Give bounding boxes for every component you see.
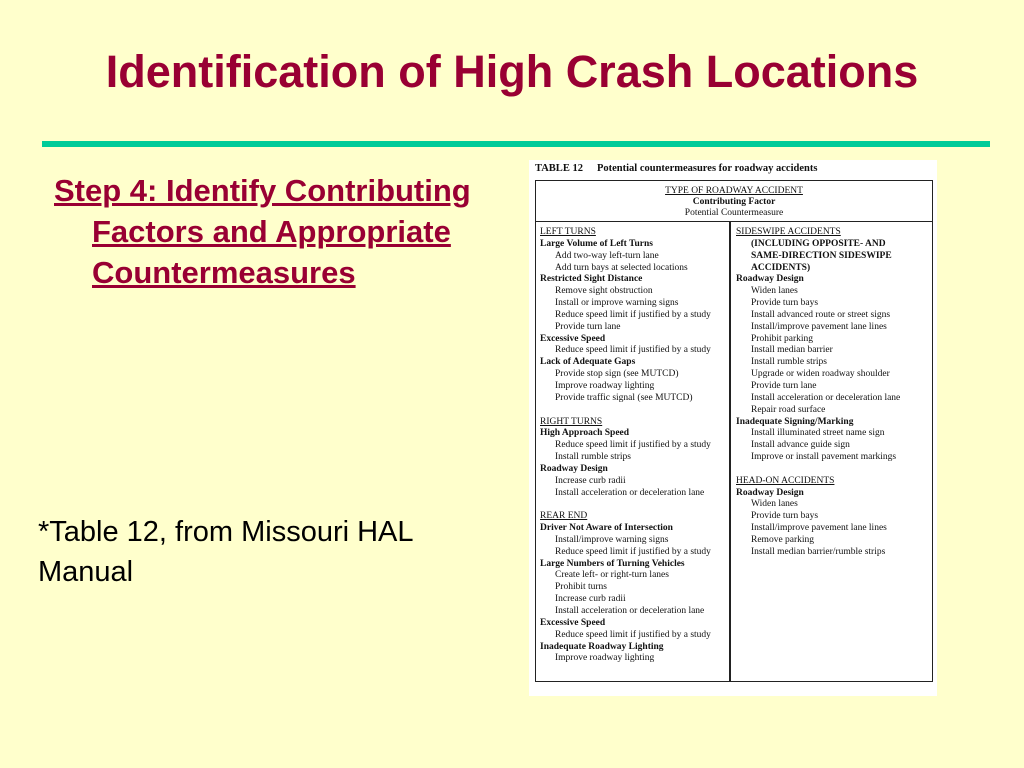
table-frame [535,180,933,682]
contributing-factor: Lack of Adequate Gaps [540,357,636,368]
countermeasure-item: Repair road surface [751,404,826,415]
table-caption-label: TABLE 12 [535,163,583,174]
contributing-factor: Restricted Sight Distance [540,274,643,285]
table-left-column [540,227,726,665]
countermeasure-item: Install rumble strips [555,452,631,463]
countermeasure-item: Remove sight obstruction [555,286,653,297]
countermeasure-item: Install/improve pavement lane lines [751,321,887,332]
countermeasure-item: Reduce speed limit if justified by a study [555,629,711,640]
countermeasure-item: Install median barrier/rumble strips [751,546,886,557]
countermeasure-table-image [529,160,937,696]
countermeasure-item: Prohibit parking [751,333,814,344]
step-bullet-list [40,170,500,293]
section-heading: SIDESWIPE ACCIDENTS [736,227,841,237]
countermeasure-item: Improve roadway lighting [555,380,655,391]
title-divider [42,141,990,147]
countermeasure-item: Provide stop sign (see MUTCD) [555,369,679,380]
table-header-type: TYPE OF ROADWAY ACCIDENT [665,186,803,196]
countermeasure-item: Install advanced route or street signs [751,309,891,320]
table-column-divider [729,222,731,681]
countermeasure-item: Install/improve pavement lane lines [751,523,887,534]
countermeasure-item: Install illuminated street name sign [751,428,885,439]
spacer [540,405,726,417]
step-bullet: Step 4: Identify Contributing Factors and Appropriate Countermeasures [54,173,471,290]
table-header-countermeasure: Potential Countermeasure [684,208,784,218]
countermeasure-item: Reduce speed limit if justified by a study [555,345,711,356]
section-note: SAME-DIRECTION SIDESWIPE [751,250,892,261]
section-heading: REAR END [540,511,588,522]
countermeasure-item: Reduce speed limit if justified by a study [555,440,711,451]
section-note: ACCIDENTS) [751,262,811,273]
source-note: *Table 12, from Missouri HAL Manual [38,516,413,588]
contributing-factor: Roadway Design [736,274,804,285]
slide-title: Identification of High Crash Locations [105,46,919,97]
section-heading: LEFT TURNS [540,227,596,237]
spacer [540,499,726,511]
countermeasure-item: Prohibit turns [555,582,607,593]
section-heading: RIGHT TURNS [540,416,603,427]
table-header-factor: Contributing Factor [692,197,776,207]
contributing-factor: Large Volume of Left Turns [540,238,653,249]
countermeasure-item: Install/improve warning signs [555,534,669,545]
countermeasure-item: Provide turn bays [751,298,819,309]
countermeasure-item: Install acceleration or deceleration lane [555,487,705,498]
countermeasure-item: Improve or install pavement markings [751,452,897,463]
countermeasure-item: Upgrade or widen roadway shoulder [751,369,890,380]
table-caption-title: Potential countermeasures for roadway accidents [596,163,818,174]
contributing-factor: Roadway Design [736,487,804,498]
countermeasure-item: Install acceleration or deceleration lane [751,392,901,403]
contributing-factor: Excessive Speed [540,617,606,628]
contributing-factor: Inadequate Signing/Marking [736,416,854,427]
countermeasure-item: Install advance guide sign [751,440,850,451]
contributing-factor: Excessive Speed [540,333,606,344]
contributing-factor: Roadway Design [540,463,608,474]
table-header [536,181,932,222]
table-right-column [736,227,930,559]
table-caption [535,163,817,174]
countermeasure-item: Add turn bays at selected locations [555,262,688,273]
section-heading: HEAD-ON ACCIDENTS [736,475,835,486]
countermeasure-item: Provide traffic signal (see MUTCD) [555,392,693,403]
countermeasure-item: Reduce speed limit if justified by a study [555,546,711,557]
countermeasure-item: Remove parking [751,534,815,545]
countermeasure-item: Install or improve warning signs [555,298,679,309]
section-note: (INCLUDING OPPOSITE- AND [751,238,886,249]
countermeasure-item: Install acceleration or deceleration lane [555,606,705,616]
contributing-factor: Large Numbers of Turning Vehicles [540,558,685,569]
countermeasure-item: Provide turn lane [751,380,817,391]
contributing-factor: High Approach Speed [540,428,630,439]
countermeasure-item: Add two-way left-turn lane [555,250,659,261]
countermeasure-item: Install median barrier [751,345,833,356]
countermeasure-item: Create left- or right-turn lanes [555,570,669,581]
countermeasure-item: Widen lanes [751,499,798,510]
countermeasure-item: Provide turn lane [555,321,621,332]
contributing-factor: Driver Not Aware of Intersection [540,523,673,534]
countermeasure-item: Install rumble strips [751,357,827,368]
countermeasure-item: Increase curb radii [555,594,626,605]
countermeasure-item: Increase curb radii [555,475,626,486]
contributing-factor: Inadequate Roadway Lighting [540,641,664,652]
countermeasure-item: Provide turn bays [751,511,819,522]
countermeasure-item: Reduce speed limit if justified by a study [555,309,711,320]
countermeasure-item: Improve roadway lighting [555,653,655,664]
countermeasure-item: Widen lanes [751,286,798,297]
spacer [736,464,930,476]
